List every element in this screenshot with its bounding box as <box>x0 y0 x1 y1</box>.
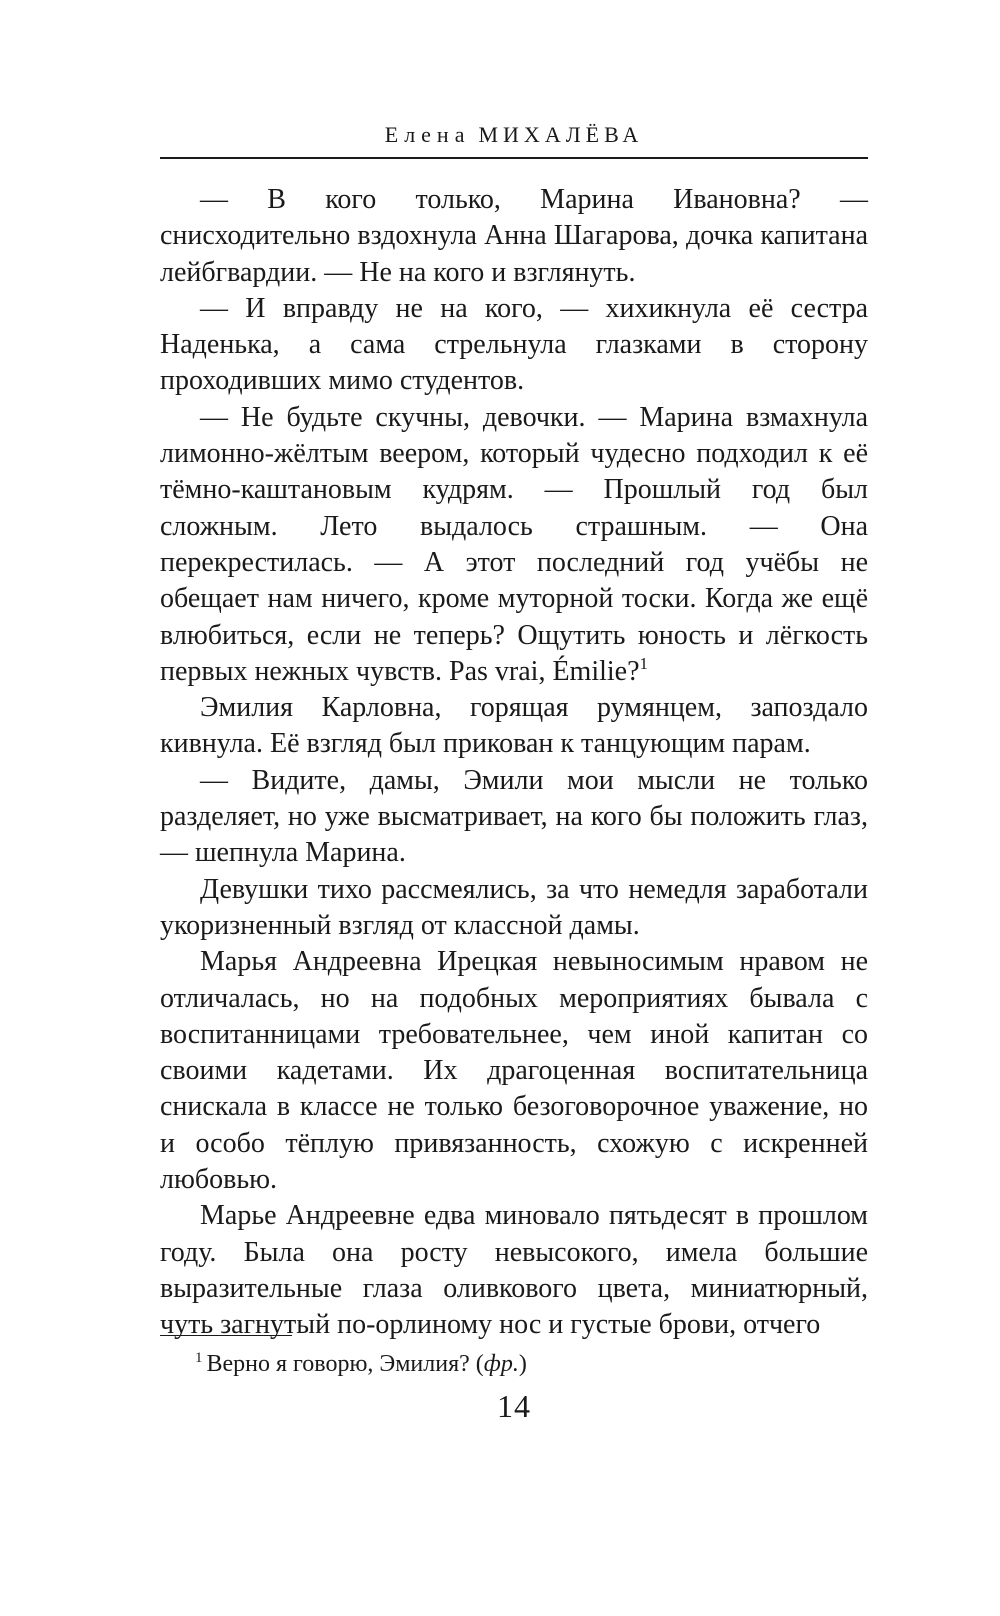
header-rule <box>160 157 868 159</box>
footnote-reference: 1 <box>639 653 649 673</box>
paragraph-6: Девушки тихо рассмеялись, за что немедля заработали укоризненный взгляд от классной дамы. <box>160 873 868 941</box>
footnote-rule <box>160 1335 292 1336</box>
paragraph-7: Марья Андреевна Ирецкая невыносимым нравом не отличалась, но на подобных мероприятиях бывала с воспитанницами требовательнее, чем иной капитан со своими кадетами. Их драгоценная воспитательница снискала в классе не только безоговорочное уважение, но и особо тёплую привязанность, схожую с искренней любовью. <box>160 946 868 1196</box>
paragraph-2: — И вправду не на кого, — хихикнула её сестра Наденька, а сама стрельнула глазками в сторону проходивших мимо студентов. <box>160 292 868 397</box>
footnote-text: Верно я говорю, Эмилия? <box>206 1351 470 1377</box>
footnote <box>195 1349 527 1379</box>
footnote-lang-close: ) <box>518 1351 527 1377</box>
running-head <box>160 122 868 148</box>
paragraph-4: Эмилия Карловна, горящая румянцем, запоздало кивнула. Её взгляд был прикован к танцующим парам. <box>160 692 868 760</box>
paragraph-3 <box>160 400 868 690</box>
paragraph-5: — Видите, дамы, Эмили мои мысли не только разделяет, но уже высматривает, на кого бы положить глаз, — шепнула Марина. <box>160 764 868 869</box>
footnote-lang: фр. <box>483 1351 519 1377</box>
footnote-mark: 1 <box>195 1350 203 1366</box>
page-number: 14 <box>497 1388 531 1424</box>
paragraph-8: Марье Андреевне едва миновало пятьдесят в прошлом году. Была она росту невысокого, имела большие выразительные глаза оливкового цвета, миниатюрный, чуть загнутый по-орлиному нос и густые брови, отчего <box>160 1200 868 1341</box>
paragraph-3-text: — Не будьте скучны, девочки. — Марина взмахнула лимонно-жёлтым веером, который чудесно подходил к её тёмно-каштановым кудрям. — Прошлый год был сложным. Лето выдалось страшным. — Она перекрестилась. — А этот последний год учёбы не обещает нам ничего, кроме муторной тоски. Когда же ещё влюбиться, если не теперь? Ощутить юность и лёгкость первых нежных чувств. Pas vrai, Émilie? <box>160 401 868 687</box>
author-last-name: МИХАЛЁВА <box>478 122 644 147</box>
body-text <box>160 182 868 1344</box>
paragraph-1: — В кого только, Марина Ивановна? — снисходительно вздохнула Анна Шагарова, дочка капитана лейбгвардии. — Не на кого и взглянуть. <box>160 184 868 288</box>
author-first-name: Елена <box>384 122 471 147</box>
footnote-lang-open: ( <box>475 1351 484 1377</box>
